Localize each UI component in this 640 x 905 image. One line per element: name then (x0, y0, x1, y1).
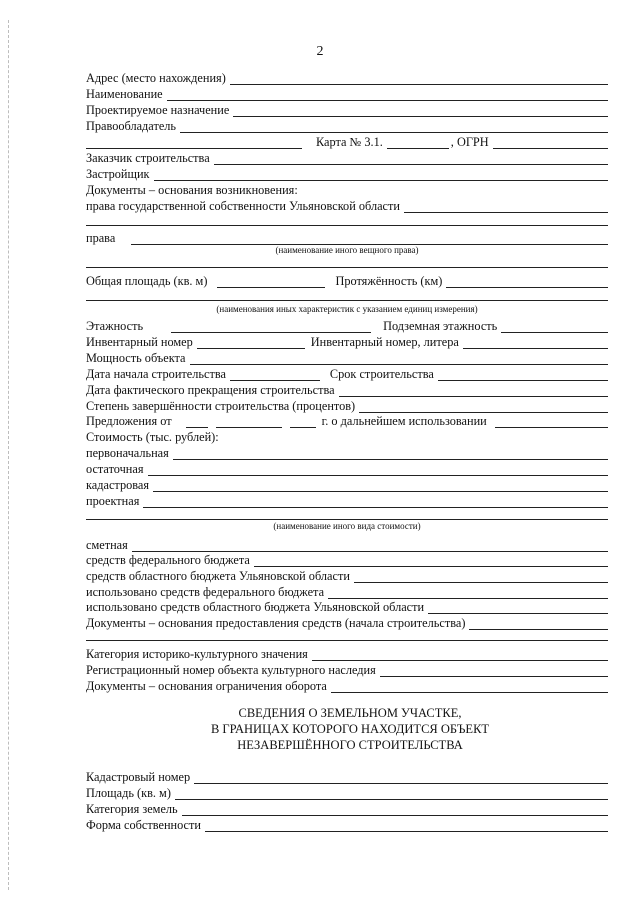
field-label: Наименование (86, 87, 163, 101)
field-label: Застройщик (86, 167, 150, 181)
field-label: остаточная (86, 462, 144, 476)
cost-heading (86, 429, 608, 444)
fill-line[interactable] (469, 628, 608, 630)
field-label: Адрес (место нахождения) (86, 71, 226, 85)
field-federal-funds (86, 552, 608, 567)
field-label: Дата фактического прекращения строительства (86, 383, 335, 397)
field-label: Степень завершённости строительства (процентов) (86, 399, 356, 413)
fill-line[interactable] (167, 99, 608, 101)
field-purpose (86, 102, 608, 117)
fill-line[interactable] (86, 147, 302, 149)
fill-line[interactable] (495, 426, 608, 428)
field-residual-cost (86, 461, 608, 476)
field-label: Документы – основания возникновения: (86, 183, 298, 197)
ogrn-line[interactable] (493, 147, 608, 149)
section-title-line-1: СВЕДЕНИЯ О ЗЕМЕЛЬНОМ УЧАСТКЕ, (238, 706, 462, 720)
field-owner (86, 118, 608, 133)
field-label: права государственной собственности Ульяновской области (86, 199, 400, 213)
field-address (86, 70, 608, 85)
section-title-line-2: В ГРАНИЦАХ КОТОРОГО НАХОДИТСЯ ОБЪЕКТ (210, 722, 490, 736)
fill-line[interactable] (230, 83, 608, 85)
fill-line[interactable] (153, 490, 608, 492)
field-cadastral-cost (86, 477, 608, 492)
field-estimate (86, 537, 608, 552)
field-label: Срок строительства (329, 367, 434, 381)
fill-line[interactable] (175, 798, 608, 800)
fill-line[interactable] (254, 565, 608, 567)
field-heritage-reg-no (86, 662, 608, 677)
field-label: использовано средств федерального бюджета (86, 585, 325, 599)
fill-line[interactable] (173, 458, 608, 460)
fill-line[interactable] (312, 659, 608, 661)
blank-line[interactable] (86, 267, 608, 268)
blank-line[interactable] (86, 519, 608, 520)
field-developer (86, 166, 608, 181)
year-line[interactable] (290, 426, 316, 428)
field-floors (86, 318, 608, 333)
rights-note: (наименование иного вещного права) (275, 245, 419, 255)
field-label: Карта № 3.1. (316, 135, 383, 149)
field-label: Кадастровый номер (86, 770, 191, 784)
page-number: 2 (316, 44, 324, 59)
fill-line[interactable] (214, 163, 608, 165)
field-label: права (86, 231, 116, 245)
field-proposals (86, 413, 608, 428)
field-regional-funds (86, 568, 608, 583)
field-label: , ОГРН (450, 135, 489, 149)
fill-line[interactable] (339, 395, 608, 397)
build-term-line[interactable] (438, 379, 608, 381)
field-label: Площадь (кв. м) (86, 786, 171, 800)
field-docs-restriction (86, 678, 608, 693)
docs-origin-heading (86, 182, 608, 197)
length-line[interactable] (446, 286, 608, 288)
field-label: сметная (86, 538, 128, 552)
blank-line[interactable] (86, 225, 608, 226)
field-design-cost (86, 493, 608, 508)
field-rights (86, 230, 608, 245)
fill-line[interactable] (205, 830, 608, 832)
blank-line[interactable] (86, 640, 608, 641)
fill-line[interactable] (180, 131, 608, 133)
fill-line[interactable] (182, 814, 608, 816)
field-label: Подземная этажность (383, 319, 498, 333)
month-line[interactable] (216, 426, 282, 428)
field-label: Форма собственности (86, 818, 201, 832)
fill-line[interactable] (380, 675, 608, 677)
field-used-federal (86, 584, 608, 599)
field-label: Правообладатель (86, 119, 177, 133)
field-label: средств областного бюджета Ульяновской области (86, 569, 350, 583)
field-docs-funding (86, 615, 608, 630)
field-heritage-category (86, 646, 608, 661)
field-label: Этажность (86, 319, 144, 333)
fill-line[interactable] (154, 179, 608, 181)
field-label: первоначальная (86, 446, 169, 460)
field-label: Дата начала строительства (86, 367, 226, 381)
fill-line[interactable] (148, 474, 609, 476)
field-completion (86, 398, 608, 413)
field-label: Мощность объекта (86, 351, 186, 365)
fill-line[interactable] (190, 363, 608, 365)
fill-line[interactable] (143, 506, 608, 508)
field-label: Категория историко-культурного значения (86, 647, 308, 661)
fill-line[interactable] (194, 782, 608, 784)
field-capacity (86, 350, 608, 365)
field-label: кадастровая (86, 478, 149, 492)
blank-line[interactable] (86, 300, 608, 301)
floors-line[interactable] (171, 331, 371, 333)
field-label: Категория земель (86, 802, 178, 816)
field-label: Документы – основания предоставления средств (начала строительства) (86, 616, 466, 630)
field-card-ogrn (86, 134, 608, 149)
field-area-length (86, 273, 608, 288)
fill-line[interactable] (233, 115, 608, 117)
field-label: Документы – основания ограничения оборота (86, 679, 327, 693)
field-label: Общая площадь (кв. м) (86, 274, 208, 288)
field-start-date (86, 366, 608, 381)
inventory-line[interactable] (197, 347, 305, 349)
field-land-ownership (86, 817, 608, 832)
field-label: Инвентарный номер, литера (310, 335, 459, 349)
field-customer (86, 150, 608, 165)
field-label: Проектируемое назначение (86, 103, 230, 117)
characteristics-note: (наименования иных характеристик с указанием единиц измерения) (216, 304, 478, 314)
fill-line[interactable] (331, 691, 608, 693)
field-label: Инвентарный номер (86, 335, 193, 349)
underground-floors-line[interactable] (501, 331, 608, 333)
field-label: проектная (86, 494, 140, 508)
field-name (86, 86, 608, 101)
fill-line[interactable] (428, 612, 608, 614)
inventory-letter-line[interactable] (463, 347, 608, 349)
field-label: использовано средств областного бюджета Ульяновской области (86, 600, 425, 614)
field-land-area (86, 785, 608, 800)
field-label: средств федерального бюджета (86, 553, 250, 567)
field-label: Регистрационный номер объекта культурного наследия (86, 663, 376, 677)
field-inventory (86, 334, 608, 349)
fill-line[interactable] (404, 211, 608, 213)
field-state-rights (86, 198, 608, 213)
start-date-line[interactable] (230, 379, 320, 381)
area-line[interactable] (217, 286, 325, 288)
field-land-category (86, 801, 608, 816)
section-title-line-3: НЕЗАВЕРШЁННОГО СТРОИТЕЛЬСТВА (237, 738, 463, 752)
cost-note: (наименование иного вида стоимости) (273, 521, 421, 531)
field-initial-cost (86, 445, 608, 460)
day-line[interactable] (186, 426, 208, 428)
field-used-regional (86, 599, 608, 614)
field-land-cadastral-no (86, 769, 608, 784)
field-label: Предложения от (86, 414, 172, 428)
binder-margin-line (8, 20, 9, 890)
field-label: г. о дальнейшем использовании (321, 414, 487, 428)
field-stop-date (86, 382, 608, 397)
fill-line[interactable] (354, 581, 608, 583)
field-label: Заказчик строительства (86, 151, 210, 165)
field-label: Стоимость (тыс. рублей): (86, 430, 219, 444)
card-number-line[interactable] (387, 147, 449, 149)
field-label: Протяжённость (км) (335, 274, 443, 288)
